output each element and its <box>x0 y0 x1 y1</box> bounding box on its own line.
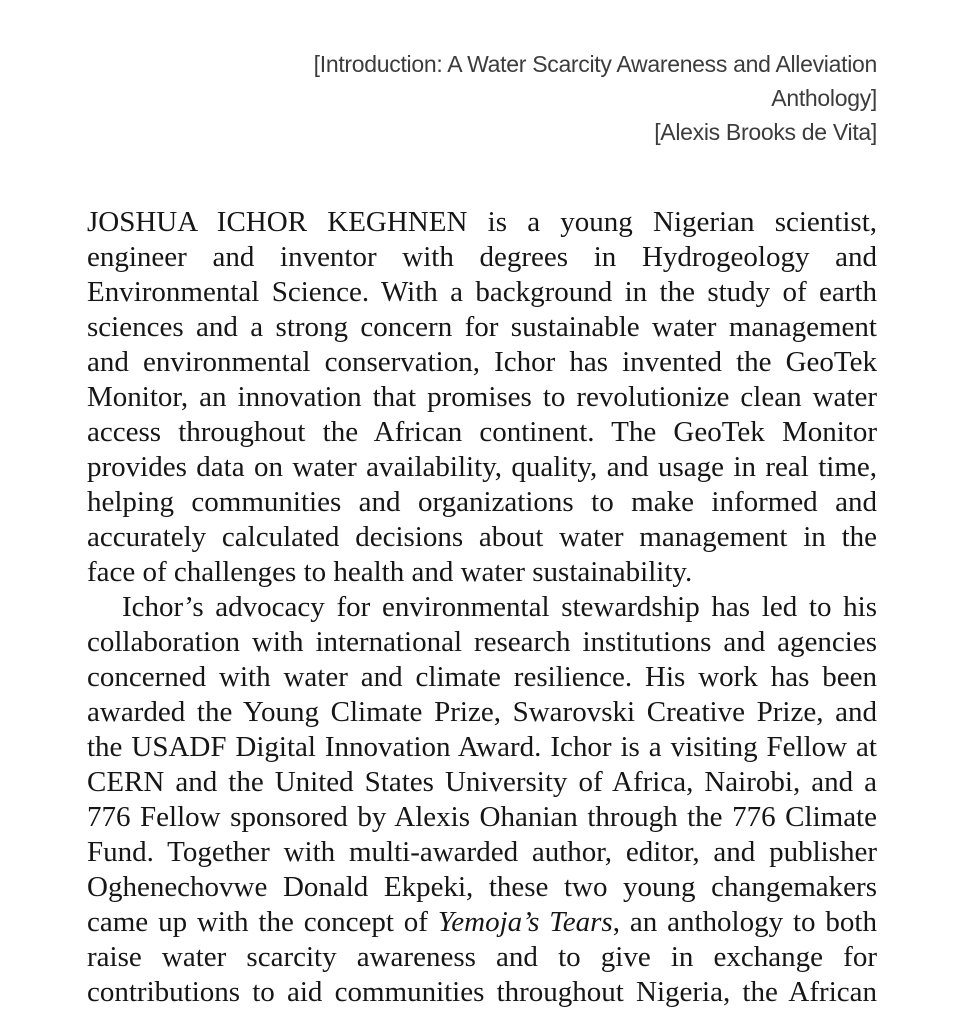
text-line: CERN and the United States University of Africa, Nairobi, and a <box>87 766 877 798</box>
text-line: Ichor’s advocacy for environmental stewardship has led to his <box>122 591 877 623</box>
text-line <box>87 905 877 940</box>
text-line: contributions to aid communities throughout Nigeria, the African <box>87 976 877 1008</box>
page-header <box>87 47 877 149</box>
text-line: provides data on water availability, quality, and usage in real time, <box>87 451 877 483</box>
text-line: Fund. Together with multi-awarded author, editor, and publisher <box>87 836 877 868</box>
text-line: access throughout the African continent. The GeoTek Monitor <box>87 416 877 448</box>
text-line: helping communities and organizations to make informed and <box>87 486 877 518</box>
header-line: Anthology] <box>771 85 877 111</box>
header-line: [Introduction: A Water Scarcity Awareness and Alleviation <box>313 51 877 77</box>
text-line: JOSHUA ICHOR KEGHNEN is a young Nigerian scientist, <box>87 206 877 238</box>
text-line: Oghenechovwe Donald Ekpeki, these two young changemakers <box>87 871 877 903</box>
text-line: Environmental Science. With a background in the study of earth <box>87 276 877 308</box>
text-line: raise water scarcity awareness and to give in exchange for <box>87 941 877 973</box>
text-line: concerned with water and climate resilience. His work has been <box>87 661 877 693</box>
text-segment: came up with the concept of <box>87 906 438 938</box>
text-segment: , an anthology to both <box>612 906 877 938</box>
text-line: awarded the Young Climate Prize, Swarovski Creative Prize, and <box>87 696 877 728</box>
text-line: and environmental conservation, Ichor has invented the GeoTek <box>87 346 877 378</box>
italic-book-title: Yemoja’s Tears <box>437 906 613 938</box>
paragraph <box>87 590 877 1010</box>
text-line: collaboration with international research institutions and agencies <box>87 626 877 658</box>
header-line: [Alexis Brooks de Vita] <box>654 119 877 145</box>
text-line: engineer and inventor with degrees in Hydrogeology and <box>87 241 877 273</box>
text-line: 776 Fellow sponsored by Alexis Ohanian through the 776 Climate <box>87 801 877 833</box>
text-line: sciences and a strong concern for sustainable water management <box>87 311 877 343</box>
text-line: Monitor, an innovation that promises to revolutionize clean water <box>87 381 877 413</box>
text-line: face of challenges to health and water sustainability. <box>87 556 693 588</box>
text-line: accurately calculated decisions about water management in the <box>87 521 877 553</box>
body-text <box>87 205 877 1010</box>
text-line: the USADF Digital Innovation Award. Ichor is a visiting Fellow at <box>87 731 877 763</box>
paragraph <box>87 205 877 590</box>
